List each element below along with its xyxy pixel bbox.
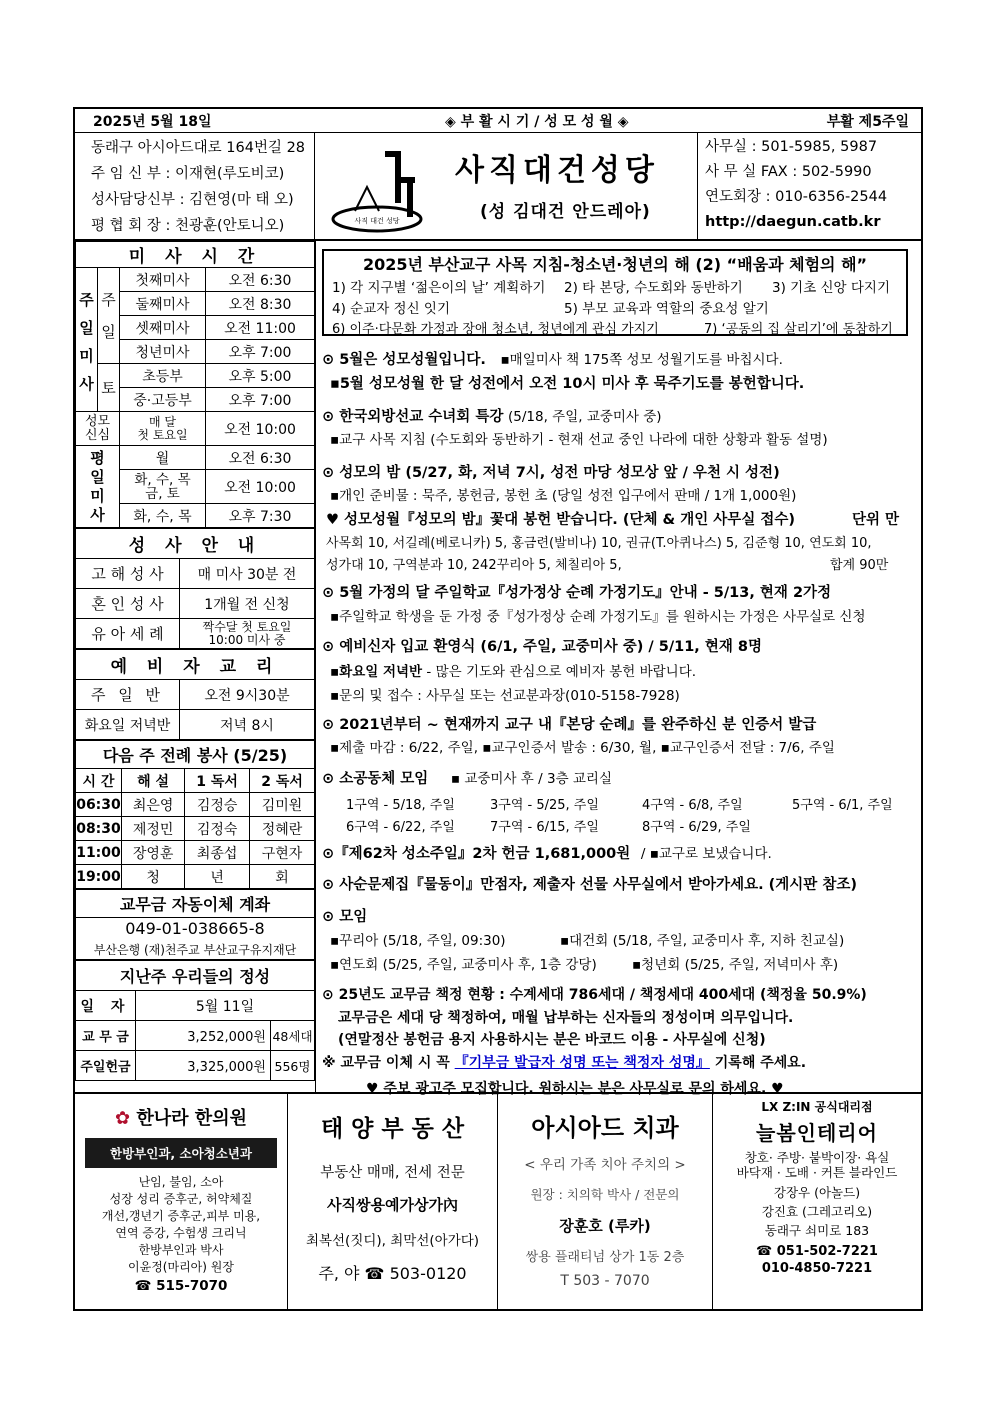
notice-dues-status: ⊙ 25년도 교무금 책정 현황 : 수계세대 786세대 / 책정세대 400세대 (책정율 50.9%) <box>322 987 867 1003</box>
notice-detail: (연말정산 봉헌금 용지 사용하시는 분은 바코드 이용 - 사무실에 신청) <box>338 1032 766 1048</box>
weekday-mass-label: 평 일 미 사 <box>76 446 120 528</box>
notice-detail: ▪교구 사목 지침 (수도회와 동반하기 - 현재 선교 중인 나라에 대한 상황과 활동 설명) <box>330 432 828 448</box>
realty-name: 태 양 부 동 산 <box>320 1116 465 1142</box>
office-phone: 사무실 : 501-5985, 5987 <box>705 139 878 155</box>
notice-emphasis: 『기부금 발급자 성명 또는 책정자 성명』 <box>454 1055 710 1071</box>
notice-contact: ▪문의 및 접수 : 사무실 또는 선교분과장(010-5158-7928) <box>330 688 680 704</box>
sidebar <box>75 241 315 1081</box>
notice-pilgrimage: ⊙ 2021년부터 ~ 현재까지 교구 내『본당 순례』를 완주하신 분 인증서 발급 <box>322 717 817 733</box>
weekday: 월 <box>120 446 206 470</box>
service-person: 김정숙 <box>185 817 250 841</box>
mass-time: 오전 11:00 <box>206 316 315 340</box>
interior-phone: ☎ 051-502-7221 <box>756 1244 878 1259</box>
class-name: 주 일 반 <box>76 680 180 710</box>
contact-info <box>698 133 921 241</box>
notice-quiz: ⊙ 사순문제집『물동이』만점자, 제출자 선물 사무실에서 받아가세요. (게시판 참조) <box>322 877 857 893</box>
address: 동래구 아시아드대로 164번길 28 <box>91 140 306 156</box>
mass-time: 오후 5:00 <box>206 364 315 388</box>
interior-staff: 강장우 (아놀드) 강진효 (그레고리오) 동래구 쇠미로 183 <box>761 1185 873 1238</box>
header <box>75 133 921 241</box>
website-link[interactable]: http://daegun.catb.kr <box>705 214 881 230</box>
mass-name: 둘째미사 <box>120 292 206 316</box>
mass-times-table <box>75 241 315 528</box>
pastoral-guidelines-box <box>322 249 908 336</box>
mass-name: 초등부 <box>120 364 206 388</box>
interior-dealer: LX Z:IN 공식대리점 <box>761 1100 873 1114</box>
district-row: 6구역 - 6/22, 주일 7구역 - 6/15, 주일 8구역 - 6/29, 주일 <box>346 820 751 835</box>
catechumen-title: 예 비 자 교 리 <box>76 650 315 680</box>
ad-hanara-clinic <box>75 1094 288 1311</box>
notice-vocation-sunday: ⊙『제62차 성소주일』2차 헌금 1,681,000원 <box>322 846 631 862</box>
notice-marian-night: ⊙ 성모의 밤 (5/27, 화, 저녁 7시, 성전 마당 성모상 앞 / 우천 시 성전) <box>322 465 780 481</box>
service-group: 년 <box>185 865 250 889</box>
advertisements <box>75 1092 921 1309</box>
weekday-time: 오후 7:30 <box>206 504 315 528</box>
sacrament-name: 고 해 성 사 <box>76 559 180 589</box>
account-number: 049-01-038665-8 <box>76 918 315 940</box>
donor-list: 사목회 10, 서길례(베로니카) 5, 홍금련(발비나) 10, 권규(T.아퀴나스) 5, 김준형 10, 연도회 10, <box>326 536 872 551</box>
district-row: 1구역 - 5/18, 주일 3구역 - 5/25, 주일 4구역 - 6/8, 주일 5구역 - 6/1, 주일 <box>346 798 893 813</box>
mass-time: 오전 8:30 <box>206 292 315 316</box>
col-reading2: 2 독서 <box>250 769 315 793</box>
class-time: 오전 9시30분 <box>180 680 315 710</box>
pastoral-item: 4) 순교자 정신 잇기 <box>332 301 451 317</box>
mass-name: 청년미사 <box>120 340 206 364</box>
offering-amount: 3,252,000원 <box>136 1021 271 1051</box>
notice-detail: ▪5월 성모성월 한 달 성전에서 오전 10시 미사 후 묵주기도를 봉헌합니다. <box>330 376 805 392</box>
dental-phone: T 503 - 7070 <box>560 1273 650 1289</box>
saturday-label: 토 <box>98 364 120 412</box>
pastoral-item: 5) 부모 교육과 역할의 중요성 알기 <box>564 301 769 317</box>
liturgical-season: ◈ 부 활 시 기 / 성 모 성 월 ◈ <box>445 114 629 130</box>
col-time: 시 간 <box>76 769 122 793</box>
liturgy-service-table <box>75 740 315 889</box>
meeting: ▪대건회 (5/18, 주일, 교중미사 후, 지하 친교실) <box>560 933 845 949</box>
top-bar <box>75 109 921 133</box>
notice-detail: (5/18, 주일, 교중미사 중) <box>507 409 662 425</box>
pastoral-item: 6) 이주·다문화 가정과 장애 청소년, 청년에게 관심 가지기 <box>332 322 659 337</box>
main-content <box>315 241 921 1097</box>
mass-time: 오후 7:00 <box>206 388 315 412</box>
weekday-time: 오전 6:30 <box>206 446 315 470</box>
mass-time: 오후 7:00 <box>206 340 315 364</box>
service-person: 정혜란 <box>250 817 315 841</box>
marian-devotion-label: 성모 신심 <box>76 412 120 446</box>
realty-owners: 최복선(짓디), 최막선(아가다) <box>305 1233 480 1249</box>
offering-type: 주일헌금 <box>76 1051 136 1081</box>
meeting: ▪꾸리아 (5/18, 주일, 09:30) <box>330 933 506 949</box>
parish-staff <box>75 133 315 241</box>
notice-marian-month: ⊙ 5월은 성모성월입니다. <box>322 352 486 368</box>
meeting: ▪연도회 (5/25, 주일, 교중미사 후, 1층 강당) <box>330 957 597 973</box>
notice-holy-family: ⊙ 5월 가정의 달 주일학교『성가정상 순례 가정기도』안내 - 5/13, 현재 2가정 <box>322 585 832 601</box>
dental-tagline: < 우리 가족 치아 주치의 > <box>524 1157 686 1173</box>
notice-transfer: ※ 교무금 이체 시 꼭 <box>322 1055 450 1071</box>
ad-asiad-dental <box>498 1094 713 1311</box>
clinic-specialty: 한방부인과, 소아청소년과 <box>85 1138 277 1168</box>
class-time: 저녁 8시 <box>180 710 315 740</box>
dental-role: 원장 : 치의학 박사 / 전문의 <box>530 1187 680 1202</box>
service-person: 김정승 <box>185 793 250 817</box>
offering-amount: 3,325,000원 <box>136 1051 271 1081</box>
sacrament-time: 1개월 전 신청 <box>180 589 315 619</box>
notice-unit: 단위 만 <box>852 512 900 528</box>
parish-patron: (성 김대건 안드레아) <box>480 202 651 222</box>
parish-logo-icon <box>327 147 441 233</box>
service-group: 회 <box>250 865 315 889</box>
svg-text:사직 대건 성당: 사직 대건 성당 <box>354 217 400 225</box>
pastoral-item: 1) 각 지구별 ‘젊은이의 날’ 계획하기 <box>332 280 546 296</box>
notice-detail: 교무금은 세대 당 책정하여, 매월 납부하는 신자들의 정성이며 의무입니다. <box>338 1010 794 1026</box>
service-time: 06:30 <box>76 793 122 817</box>
pastoral-item: 7) ‘공동의 집 살리기’에 동참하기 <box>704 322 893 337</box>
date-label: 일 자 <box>76 991 136 1021</box>
service-title: 다음 주 전례 봉사 (5/25) <box>76 741 315 769</box>
dental-address: 쌍용 플래티넘 상가 1동 2층 <box>525 1250 685 1265</box>
notice-detail: 기록해 주세요. <box>714 1055 807 1071</box>
notice-detail: ▪제출 마감 : 6/22, 주일, ▪교구인증서 발송 : 6/30, 월, ▪교구인증서 전달 : 7/6, 주일 <box>330 740 835 756</box>
class-name: 화요일 저녁반 <box>76 710 180 740</box>
flower-icon: ✿ <box>115 1108 131 1129</box>
notice-detail: ▪매일미사 책 175쪽 성모 성월기도를 바칩시다. <box>500 352 783 368</box>
offering-count: 48세대 <box>271 1021 315 1051</box>
ad-taeyang-realty <box>288 1094 498 1311</box>
pastoral-item: 3) 기초 신앙 다지기 <box>772 280 891 296</box>
mass-name: 첫째미사 <box>120 268 206 292</box>
donor-total: 합계 90만 <box>830 558 889 573</box>
sacrament-table <box>75 528 315 649</box>
notice-flower-offering: ♥ 성모성월『성모의 밤』꽃대 봉헌 받습니다. (단체 & 개인 사무실 접수) <box>326 512 796 528</box>
clinic-phone: ☎ 515-7070 <box>134 1278 228 1294</box>
ad-neulbom-interior <box>713 1094 921 1311</box>
service-person: 장영훈 <box>122 841 185 865</box>
dental-name: 아시아드 치과 <box>531 1114 679 1142</box>
clinic-name: ✿ 한나라 한의원 <box>115 1108 247 1129</box>
dues-title: 교무금 자동이체 계좌 <box>76 890 315 918</box>
weekday: 화, 수, 목 <box>120 504 206 528</box>
service-person: 최은영 <box>122 793 185 817</box>
sacrament-time: 짝수달 첫 토요일 10:00 미사 중 <box>180 619 315 649</box>
catechumen-table <box>75 649 315 740</box>
service-person: 제정민 <box>122 817 185 841</box>
offering-title: 지난주 우리들의 정성 <box>76 961 315 991</box>
dues-account-table <box>75 889 315 960</box>
sunday-mass-label: 주 일 미 사 <box>76 268 98 412</box>
notice-detail: ▪주일학교 학생을 둔 가정 중『성가정상 순례 가정기도』를 원하시는 가정은 사무실로 신청 <box>330 609 866 625</box>
notice-small-community: ⊙ 소공동체 모임 <box>322 771 429 787</box>
mass-times-title: 미 사 시 간 <box>76 242 315 268</box>
sacrament-name: 혼 인 성 사 <box>76 589 180 619</box>
weekday-time: 오전 10:00 <box>206 470 315 504</box>
interior-mobile: 010-4850-7221 <box>761 1261 873 1276</box>
pastoral-item: 2) 타 본당, 수도회와 동반하기 <box>564 280 743 296</box>
devotion-time: 오전 10:00 <box>206 412 315 446</box>
bulletin-frame <box>73 107 923 1311</box>
notice-detail: ▪화요일 저녁반 <box>330 664 423 680</box>
parish-title: 사직대건성당 <box>455 153 659 188</box>
pastoral-title: 2025년 부산교구 사목 지침-청소년·청년의 해 (2) “배움과 체험의 해” <box>362 255 868 274</box>
sacrament-time: 매 미사 30분 전 <box>180 559 315 589</box>
realty-location: 사직쌍용예가상가內 <box>327 1196 458 1214</box>
offering-type: 교 무 금 <box>76 1021 136 1051</box>
service-group: 청 <box>122 865 185 889</box>
assistant-priest: 성사담당신부 : 김현영(마 태 오) <box>91 192 294 208</box>
col-commentator: 해 설 <box>122 769 185 793</box>
sacrament-title: 성 사 안 내 <box>76 529 315 559</box>
service-time: 19:00 <box>76 865 122 889</box>
interior-name: 늘봄인테리어 <box>756 1121 878 1145</box>
notice-detail: ▪개인 준비물 : 묵주, 봉헌금, 봉헌 초 (당일 성전 입구에서 판매 / 1개 1,000원) <box>330 488 797 504</box>
bank-name: 부산은행 (재)천주교 부산교구유지재단 <box>76 940 315 960</box>
service-time: 11:00 <box>76 841 122 865</box>
offering-date: 5월 11일 <box>136 991 315 1021</box>
realty-service: 부동산 매매, 전세 전문 <box>320 1165 465 1181</box>
liturgical-week: 부활 제5주일 <box>826 114 909 130</box>
offering-table <box>75 960 315 1081</box>
realty-phone: 주, 야 ☎ 503-0120 <box>318 1264 467 1283</box>
council-president: 평 협 회 장 : 천광훈(안토니오) <box>91 218 285 234</box>
service-person: 최종섭 <box>185 841 250 865</box>
sacrament-name: 유 아 세 례 <box>76 619 180 649</box>
office-fax: 사 무 실 FAX : 502-5990 <box>705 164 872 180</box>
bulletin-date: 2025년 5월 18일 <box>93 114 212 130</box>
notice-detail: - 많은 기도와 관심으로 예비자 봉헌 바랍니다. <box>426 664 697 680</box>
service-person: 김미원 <box>250 793 315 817</box>
weekday: 화, 수, 목 금, 토 <box>120 470 206 504</box>
meeting: ▪청년회 (5/25, 주일, 저녁미사 후) <box>632 957 839 973</box>
notice-catechumen: ⊙ 예비신자 입교 환영식 (6/1, 주일, 교중미사 중) / 5/11, 현재 8명 <box>322 639 763 655</box>
funeral-phone: 연도회장 : 010-6356-2544 <box>705 189 888 205</box>
mass-name: 중·고등부 <box>120 388 206 412</box>
devotion-day: 매 달 첫 토요일 <box>120 412 206 446</box>
pastor: 주 임 신 부 : 이재현(루도비코) <box>91 166 285 182</box>
service-time: 08:30 <box>76 817 122 841</box>
sunday-label: 주 일 <box>98 268 120 364</box>
interior-services: 창호· 주방· 붙박이장· 욕실 바닥재 · 도배 · 커튼 블라인드 <box>736 1150 898 1180</box>
notice-detail: ▪ 교중미사 후 / 3층 교리실 <box>450 771 613 787</box>
notice-meetings: ⊙ 모임 <box>322 909 368 925</box>
mass-time: 오전 6:30 <box>206 268 315 292</box>
offering-count: 556명 <box>271 1051 315 1081</box>
mass-name: 셋째미사 <box>120 316 206 340</box>
service-person: 구현자 <box>250 841 315 865</box>
notice-advertisers: ♥ 주보 광고주 모집합니다. 원하시는 분은 사무실로 문의 하세요. ♥ <box>366 1081 784 1097</box>
donor-list: 성가대 10, 구역분과 10, 242꾸리아 5, 체칠리아 5, <box>326 558 622 573</box>
dental-doctor: 장훈호 (루카) <box>559 1217 651 1235</box>
col-reading1: 1 독서 <box>185 769 250 793</box>
parish-title-block <box>315 133 698 241</box>
clinic-services: 난임, 불임, 소아 성장 성리 증후군, 허약체질 개선,갱년기 증후군,피부 미용, 연역 증강, 수험생 크리닉 한방부인과 박사 이윤정(마리아) 원장 <box>101 1175 261 1274</box>
notice-detail: / ▪교구로 보냈습니다. <box>640 846 772 862</box>
notice-lecture: ⊙ 한국외방선교 수녀회 특강 <box>322 409 504 425</box>
